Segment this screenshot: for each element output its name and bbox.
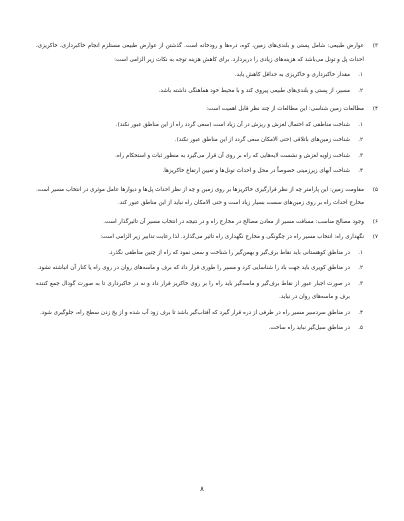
- sub-item: [36, 85, 374, 99]
- item-terrain: [36, 40, 378, 67]
- sub-item-number: ۱.: [358, 121, 363, 128]
- sub-item-number: ۱.: [358, 249, 363, 256]
- item-number: ۷): [372, 234, 378, 240]
- sub-item-number: ۲.: [358, 137, 363, 143]
- sub-item: [36, 322, 374, 336]
- sub-item-number: ۵.: [358, 325, 363, 331]
- sub-item: [36, 150, 374, 164]
- sub-item: [36, 307, 374, 321]
- sub-item-number: ۴.: [358, 168, 363, 174]
- item-text: نگهداری راه: انتخاب مسیر راه در چگونگی و مخارج نگهداری راه تاثیر می‌گذارد. لذا رعایت تدابیر زیر الزامی است:: [100, 234, 364, 240]
- sub-item-text: در مناطق سیل‌گیر نباید راه ساخت.: [268, 325, 350, 331]
- sub-item-text: شناخت مناطقی که احتمال لغزش و ریزش در آن زیاد است (سعی گردد راه از این مناطق عبور نکند).: [115, 121, 350, 128]
- sub-item-text: مقدار خاکبرداری و خاکریزی به حداقل کاهش یابد.: [234, 72, 350, 78]
- sub-item-text: در مناطق کوهستانی باید نقاط برف‌گیر و بهمن‌گیر را شناخت و سعی نمود که راه از چنین مناطقی نگذرد.: [108, 249, 350, 256]
- sub-item: [36, 119, 374, 133]
- sub-item-number: ۲.: [358, 265, 363, 271]
- sub-item-number: ۲.: [358, 87, 363, 94]
- sub-item-text: در مناطق سردسیر مسیر راه در طرفی از دره قرار گیرد که آفتاب‌گیر باشد تا برف زود آب شده و از یخ زدن سطح راه، جلوگیری شود.: [40, 309, 350, 316]
- item-number: ۵): [372, 186, 378, 193]
- item-number: ۶): [372, 218, 378, 225]
- sub-item-text: مسیر، از پستی و بلندی‌های طبیعی پیروی کند و با محیط خود هماهنگی داشته باشد.: [158, 87, 350, 94]
- sub-item-text: شناخت زمین‌های باتلاقی (حتی الامکان سعی گردد از این مناطق عبور نکند).: [174, 137, 350, 143]
- item-text: عوارض طبیعی: شامل پستی و بلندی‌های زمین، کوه، دره‌ها و رودخانه است. گذشتن از عوارض طبیعی مستلزم انجام خاکبرداری، خاکریزی، احداث پل و تونل می‌باشد که هزینه‌های زیادی را دربردارد. برای کاهش هزینه توجه به نکات زیر الزامی است:: [36, 43, 364, 63]
- sub-item-number: ۴.: [358, 309, 363, 316]
- sub-item-number: ۳.: [358, 280, 363, 287]
- item-number: ۳): [372, 43, 378, 49]
- sub-item: [36, 278, 374, 305]
- item-text: مطالعات زمین شناسی: این مطالعات از چند نظر قابل اهمیت است:: [206, 106, 364, 112]
- item-text: مقاومت زمین: این پارامتر چه از نظر قرارگیری خاکریزها بر روی زمین و چه از نظر احداث پل‌ها و دیوارها عامل موثری در انتخاب مسیر است. مخارج احداث راه بر روی زمین‌های سست بسیار زیاد است و حتی الامکان راه نباید از این مناطق عبور کند.: [36, 186, 364, 206]
- item-maintenance: [36, 231, 378, 245]
- sub-item-text: شناخت آبهای زیرزمینی خصوصاً در محل و احداث تونل‌ها و تعیین ارتفاع خاکریزها.: [162, 168, 350, 174]
- sub-item: [36, 69, 374, 83]
- item-number: ۴): [372, 106, 378, 112]
- item-materials: [36, 216, 378, 230]
- sub-item-number: ۳.: [358, 152, 363, 159]
- page-content: [36, 40, 378, 336]
- sub-item: [36, 247, 374, 261]
- item-text: وجود مصالح مناسب: مسافت مسیر از معادن مصالح در مخارج راه و در نتیجه در انتخاب مسیر آن تاثیرگذار است.: [103, 218, 364, 225]
- sub-item-text: شناخت زاویه لغزش و نشست لایه‌هایی که راه بر روی آن قرار می‌گیرد به منظور ثبات و استحکام راه.: [115, 152, 350, 159]
- sub-item-text: در مناطق کویری باید جهت باد را شناسایی کرد و مسیر را طوری قرار داد که برف و ماسه‌های روان در روی راه یا کنار آن انباشته نشود.: [37, 265, 350, 271]
- sub-item: [36, 165, 374, 179]
- item-geology: [36, 103, 378, 117]
- item-soil-strength: [36, 184, 378, 211]
- sub-item-number: ۱.: [358, 72, 363, 78]
- sub-item: [36, 134, 374, 148]
- sub-item: [36, 262, 374, 276]
- page-number: ۸: [200, 485, 204, 493]
- sub-item-text: در صورت اجبار عبور از نقاط برف‌گیر و ماسه‌گیر باید راه را بر روی خاکریز قرار داد و نه در خاکبرداری تا به صورت گودال جمع کننده برف و ماسه‌های روان در نیاید.: [36, 280, 350, 300]
